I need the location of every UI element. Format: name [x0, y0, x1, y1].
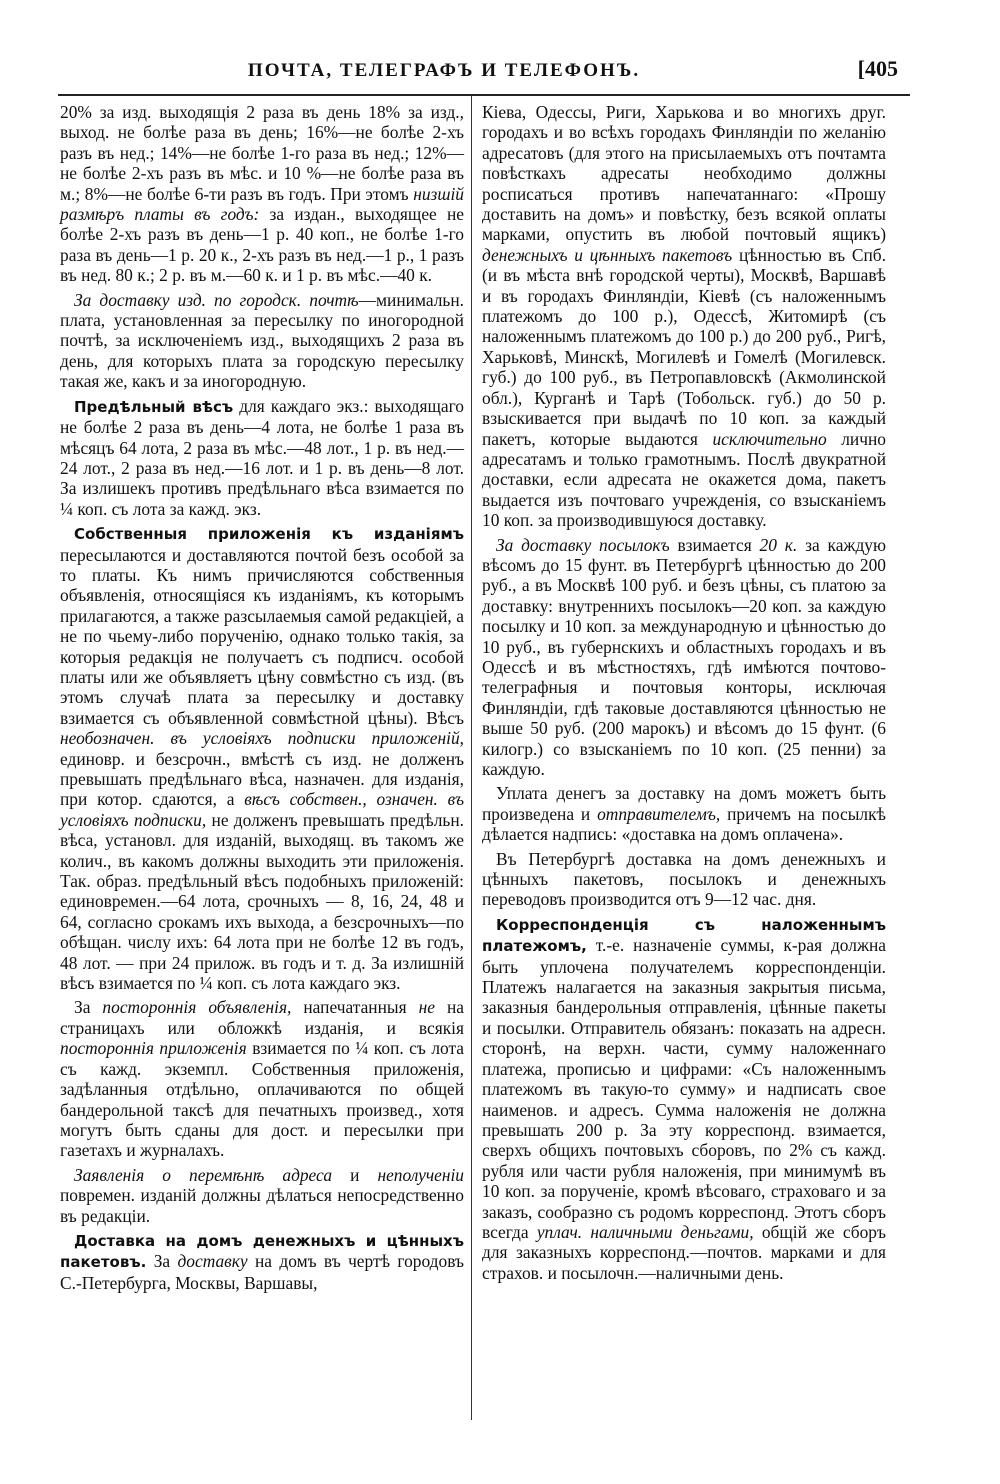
text: единовр. и безсрочн., вмѣстѣ съ изд. не долженъ превышать предѣльнаго вѣса, назначен. для изданія, при котор. сдаются, а	[60, 748, 464, 810]
text: причемъ на посылкѣ дѣлается надпись: «доставка на домъ оплачена».	[482, 803, 886, 845]
italic-text: За доставку изд. по городск. почтѣ	[74, 289, 359, 310]
italic-text: За доставку посылокъ	[496, 534, 670, 555]
text: Уплата денегъ за доставку на домъ можетъ быть произведена и	[482, 783, 886, 824]
italic-text: доставку	[177, 1251, 248, 1272]
text: и	[350, 1164, 360, 1185]
text: напечатанныя	[303, 997, 407, 1018]
italic-text: уплач. наличными деньгами,	[536, 1221, 754, 1242]
paragraph-valuable-packets	[482, 102, 886, 531]
text: лично адресатамъ и только грамотнымъ. Послѣ двукратной доставки, если адресата не окажется дома, пакетъ выдается изъ почтоваго учрежденія, со взысканіемъ 10 коп. за производившуюся доставку.	[482, 428, 886, 531]
text: цѣнностью въ Спб. (и въ мѣста внѣ городской черты), Москвѣ, Варшавѣ и въ городахъ Финляндіи, Кіевѣ (съ наложеннымъ платежомъ до 100 р.), Одессѣ, Житомирѣ (съ наложеннымъ платежомъ до 100 р.) до 200 руб., Ригѣ, Харьковѣ, Минскѣ, Могилевѣ и Гомелѣ (Могилевск. губ.) до 100 руб., въ Петропавловскѣ (Акмолинской обл.), Курганѣ и Тарѣ (Тобольск. губ.) до 50 р. взыскивается при выдачѣ по 10 коп. за каждый пакетъ, которые выдаются	[482, 244, 886, 449]
italic-text: постороннія объявленія,	[102, 997, 292, 1018]
text: —минимальн. плата, установленная за пересылку по иногородной почтѣ, за исключеніемъ изд., выходящихъ 2 раза въ день, для которыхъ плата за городскую пересылку такая же, какъ и за иногородную.	[60, 289, 464, 392]
text: Кіева, Одессы, Риги, Харькова и во многихъ друг. городахъ и во всѣхъ городахъ Финляндіи по желанію адресатовъ (для этого на присылаемыхъ отъ почтамта повѣсткахъ адресаты необходимо должны росписаться противъ напечатаннаго: «Прошу доставить на домъ» и повѣстку, безъ всякой оплаты марками, опустить въ любой почтовый ящикъ)	[482, 102, 886, 245]
italic-text: низшій размѣръ платы въ годъ:	[60, 183, 464, 225]
italic-text: Заявленія о перемѣнѣ адреса	[74, 1164, 333, 1185]
italic-text: денежныхъ и цѣнныхъ пакетовъ	[482, 244, 733, 265]
text: пересылаются и доставляются почтой безъ особой за то платы. Къ нимъ причисляются собственныя объявленія, относящіяся къ изданіямъ, къ которымъ прилагаются, а также разсылаемыя самой редакціей, а не по чьему-либо порученію, однако только такія, за которыя редакція не получаетъ съ подписч. особой платы или же объявляетъ цѣну совмѣстно съ изд. (въ этомъ случаѣ плата за пересылку и доставку взимается съ объявленной совмѣстной цѣны). Вѣсъ	[60, 544, 464, 728]
italic-text: отправителемъ,	[597, 803, 721, 824]
text: повремен. изданій должны дѣлаться непосредственно въ редакціи.	[60, 1185, 464, 1226]
text: взимается	[677, 534, 752, 555]
paragraph-address-change	[60, 1165, 464, 1226]
text: 20% за изд. выходящія 2 раза въ день 18% за изд., выход. не болѣе раза въ день; 16%—не болѣе 2-хъ разъ въ нед.; 14%—не болѣе 1-го раза въ нед.; 12%—не болѣе 2-хъ разъ въ мѣс. и 10 %—не болѣе раза въ м.; 8%—не болѣе 6-ти разъ въ годъ. При этомъ	[60, 102, 464, 204]
paragraph-cash-on-delivery	[482, 914, 886, 1283]
paragraph-parcel-delivery	[482, 535, 886, 780]
italic-text: необозначен. въ условіяхъ подписки приложеній,	[60, 728, 464, 749]
text: взимается по ¼ коп. съ лота съ кажд. экземпл. Собственныя приложенія, задѣланныя отдѣльно, оплачиваются по общей бандерольной таксѣ для печатныхъ произвед., хотя могутъ быть сданы для дост. и пересылки при газетахъ и журналахъ.	[60, 1038, 465, 1161]
italic-text: вѣсъ собствен., означен. въ условіяхъ подписки,	[60, 789, 464, 830]
paragraph-payment	[482, 783, 886, 844]
bold-heading: Доставка на домъ денежныхъ и цѣнныхъ пакетовъ.	[60, 1231, 464, 1272]
paragraph-city-delivery	[60, 290, 464, 392]
italic-text: 20 к.	[759, 534, 798, 555]
paragraph-petersburg-hours	[482, 849, 886, 910]
page-header	[58, 42, 910, 96]
text: не долженъ превышать предѣльн. вѣса, установл. для изданій, выходящ. въ такомъ же колич., въ какомъ должны выходить эти приложенія. Так. образ. предѣльный вѣсъ подобныхъ приложеній: единовремен.—64 лота, срочныхъ — 8, 16, 24, 48 и 64, согласно срокамъ ихъ выхода, а безсрочныхъ—по обѣщан. числу ихъ: 64 лота при не болѣе 12 въ годъ, 48 лот. — при 24 прилож. въ годъ и т. д. За излишній вѣсъ взимается по ¼ коп. съ лота каждаго экз.	[60, 809, 464, 994]
text: за каждую вѣсомъ до 15 фунт. въ Петербургѣ цѣнностью до 200 руб., а въ Москвѣ 100 руб. и безъ цѣны, съ платою за доставку: внутреннихъ посылокъ—20 коп. за каждую посылку и 10 коп. за международную и цѣнностью до 10 руб., въ губернскихъ и областныхъ городахъ и въ Одессѣ и въ мѣстностяхъ, гдѣ имѣются почтово-телеграфныя и почтовыя конторы, исключая Финляндіи, гдѣ таковые доставляются цѣнностью не выше 50 руб. (200 марокъ) и вѣсомъ до 15 фунт. (6 килогр.) со взысканіемъ по 10 коп. (25 пенни) за каждую.	[482, 534, 886, 779]
text: общій же сборъ для заказныхъ корреспонд.—почтов. марками и для страхов. и посылочн.—наличными день.	[482, 1221, 886, 1283]
left-column	[60, 102, 464, 1297]
paragraph-home-delivery	[60, 1230, 464, 1293]
page-number: [405	[857, 56, 898, 81]
running-title: ПОЧТА, ТЕЛЕГРАФЪ И ТЕЛЕФОНЪ.	[247, 60, 641, 81]
paragraph-discounts	[60, 102, 464, 286]
italic-text: исключительно	[712, 428, 827, 449]
text: на домъ въ чертѣ городовъ С.-Петербурга, Москвы, Варшавы,	[60, 1251, 464, 1293]
text: за издан., выходящее не болѣе 2-хъ разъ въ день—1 р. 40 коп., не болѣе 1-го раза въ день—1 р. 20 к., 2-хъ разъ въ нед.—1 р., 1 разъ въ нед. 80 к.; 2 р. въ м.—60 к. и 1 р. въ мѣс.—40 к.	[60, 204, 464, 286]
italic-text: не	[418, 997, 435, 1018]
right-column	[482, 102, 886, 1287]
bold-heading: Предѣльный вѣсъ	[74, 397, 234, 416]
text: За	[153, 1251, 171, 1272]
text: т.-е. назначеніе суммы, к-рая должна быть уплочена получателемъ корреспонденціи. Платежъ налагается на заказныя закрытыя письма, заказныя бандерольныя отправленія, цѣнные пакеты и посылки. Отправитель обязанъ: показать на адресн. сторонѣ, на верхн. части, сумму наложеннаго платежа, прописью и цифрами: «Съ наложеннымъ платежомъ въ такую-то сумму» и надписать свое наименов. и адресъ. Сумма наложенія не должна превышать 200 р. За эту корреспонд. взимается, сверхъ общихъ почтовыхъ сборовъ, по 2% съ кажд. рубля или части рубля наложенія, при минимумѣ въ 10 коп. за порученіе, кромѣ вѣсоваго, страховаго и за заказъ, сообразно съ родомъ корреспонд. Этотъ сборъ всегда	[482, 935, 886, 1242]
text: на страницахъ или обложкѣ изданія, и всякія	[60, 997, 464, 1038]
text: Въ Петербургѣ доставка на домъ денежныхъ и цѣнныхъ пакетовъ, посылокъ и денежныхъ переводовъ производится отъ 9—12 час. дня.	[482, 848, 886, 910]
paragraph-third-party-ads	[60, 997, 464, 1160]
italic-text: постороннія приложенія	[60, 1038, 247, 1059]
column-divider	[471, 96, 472, 1420]
paragraph-own-supplements	[60, 523, 464, 993]
text: для каждаго экз.: выходящаго не болѣе 2 раза въ день—4 лота, не болѣе 1 раза въ мѣсяцъ 64 лота, 2 раза въ мѣс.—48 лот., 1 р. въ нед.—24 лот., 2 раза въ нед.—16 лот. и 1 р. въ день—8 лот. За излишекъ противъ предѣльнаго вѣса взимается по ¼ коп. съ лота за кажд. экз.	[60, 395, 464, 519]
italic-text: неполученіи	[377, 1164, 464, 1185]
text: За	[74, 997, 91, 1018]
bold-heading: Собственныя приложенія къ изданіямъ	[74, 525, 464, 544]
paragraph-weight-limit	[60, 396, 464, 519]
bold-heading: Корреспонденція съ наложеннымъ платежомъ,	[482, 915, 886, 956]
